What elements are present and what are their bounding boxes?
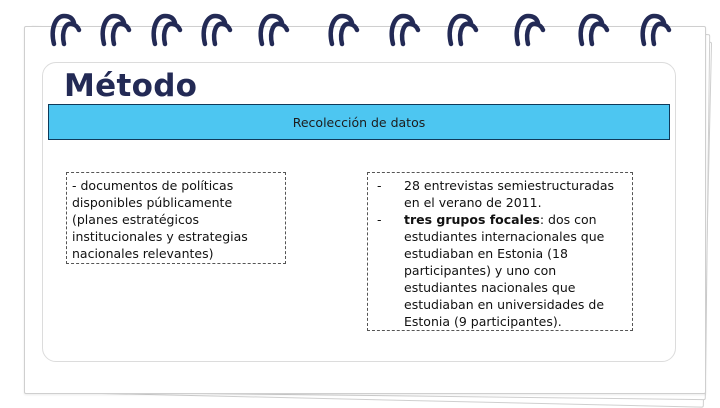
focus-groups-detail: : dos con estudiantes internacionales que estudiaban en Estonia (18 participantes) y uno con estudiantes nacionales que estudiaban en universidades de Estonia (9 participantes). [404, 212, 605, 329]
bullet-dash: - [377, 212, 382, 227]
spiral-ring-icon [643, 16, 669, 44]
banner-label: Recolección de datos [292, 114, 426, 130]
list-item [374, 211, 626, 330]
focus-groups-text [404, 211, 626, 330]
spiral-binding [0, 0, 720, 60]
interviews-text: 28 entrevistas semiestructuradas en el verano de 2011. [404, 178, 614, 210]
slide-title: Método [64, 68, 198, 104]
spiral-ring-icon [581, 16, 607, 44]
spiral-ring-icon [331, 16, 357, 44]
spiral-ring-icon [261, 16, 287, 44]
documents-box [66, 172, 286, 264]
list-item [374, 177, 626, 211]
spiral-ring-icon [154, 16, 180, 44]
documents-text: - documentos de políticas disponibles públicamente (planes estratégicos institucionales y estrategias nacionales relevantes) [72, 178, 248, 261]
spiral-ring-icon [204, 16, 230, 44]
data-sources-list [374, 177, 626, 330]
spiral-ring-icon [392, 16, 418, 44]
section-banner [48, 104, 670, 140]
spiral-ring-icon [517, 16, 543, 44]
spiral-ring-icon [53, 16, 79, 44]
bullet-dash: - [377, 178, 382, 193]
focus-groups-highlight: tres grupos focales [404, 212, 540, 227]
spiral-ring-icon [450, 16, 476, 44]
interviews-box [367, 172, 633, 331]
spiral-ring-icon [103, 16, 129, 44]
